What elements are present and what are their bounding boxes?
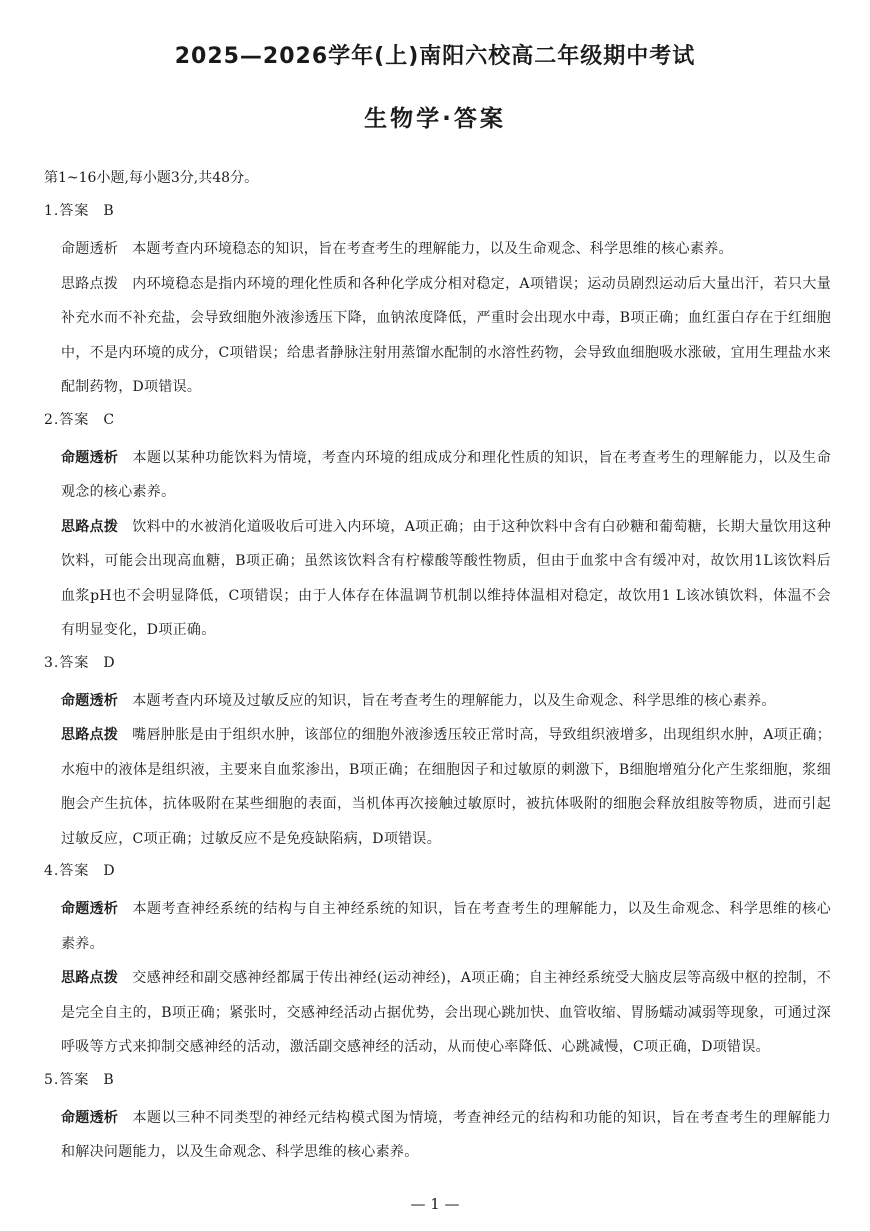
analysis-paragraph	[61, 1101, 831, 1170]
hint-label: 思路点拨	[61, 970, 119, 986]
document-title: 2025—2026学年(上)南阳六校高二年级期中考试	[174, 44, 696, 69]
hint-paragraph	[61, 961, 831, 1065]
answer-list	[44, 200, 836, 1170]
hint-label: 思路点拨	[61, 518, 119, 535]
analysis-text: 本题以三种不同类型的神经元结构模式图为情境，考查神经元的结构和功能的知识，旨在考查考生的理解能力和解决问题能力，以及生命观念、科学思维的核心素养。	[61, 1109, 831, 1160]
answer-heading	[44, 409, 836, 441]
answer-item-1	[44, 200, 836, 405]
hint-paragraph	[61, 510, 831, 648]
analysis-text: 本题考查内环境稳态的知识，旨在考查考生的理解能力，以及生命观念、科学思维的核心素养。	[132, 241, 733, 257]
answer-choice: C	[103, 411, 116, 428]
answer-number: 4.答案	[44, 863, 90, 879]
hint-label: 思路点拨	[61, 275, 119, 292]
hint-text: 嘴唇肿胀是由于组织水肿，该部位的细胞外液渗透压较正常时高，导致组织液增多，出现组织水肿，A项正确；水疱中的液体是组织液，主要来自血浆渗出，B项正确；在细胞因子和过敏原的刺激下，B细胞增殖分化产生浆细胞，浆细胞会产生抗体，抗体吸附在某些细胞的表面，当机体再次接触过敏原时，被抗体吸附的细胞会释放组胺等物质，进而引起过敏反应，C项正确；过敏反应不是免疫缺陷病，D项错误。	[61, 727, 831, 847]
answer-item-2	[44, 409, 836, 648]
answer-item-3	[44, 652, 836, 857]
analysis-text: 本题以某种功能饮料为情境，考查内环境的组成成分和理化性质的知识，旨在考查考生的理解能力，以及生命观念的核心素养。	[61, 449, 831, 500]
answer-number: 3.答案	[44, 654, 90, 671]
document-subtitle: 生物学·答案	[364, 106, 506, 132]
answer-heading	[44, 860, 836, 892]
analysis-label: 命题透析	[61, 692, 119, 709]
answer-choice: D	[103, 863, 116, 879]
hint-paragraph	[61, 718, 831, 856]
analysis-paragraph	[61, 892, 831, 961]
answer-choice: D	[103, 654, 116, 671]
analysis-label: 命题透析	[61, 241, 119, 257]
answer-choice: B	[103, 203, 115, 219]
answer-number: 1.答案	[44, 203, 90, 219]
answer-item-4	[44, 860, 836, 1065]
page-number: — 1 —	[410, 1195, 460, 1213]
answer-heading	[44, 652, 836, 684]
hint-label: 思路点拨	[61, 727, 119, 743]
hint-paragraph	[61, 267, 831, 405]
analysis-text: 本题考查神经系统的结构与自主神经系统的知识，旨在考查考生的理解能力，以及生命观念、科学思维的核心素养。	[61, 901, 831, 952]
answer-choice: B	[103, 1071, 115, 1088]
hint-text: 饮料中的水被消化道吸收后可进入内环境，A项正确；由于这种饮料中含有白砂糖和葡萄糖，长期大量饮用这种饮料，可能会出现高血糖，B项正确；虽然该饮料含有柠檬酸等酸性物质，但由于血浆中含有缓冲对，故饮用1L该饮料后血浆pH也不会明显降低，C项错误；由于人体存在体温调节机制以维持体温相对稳定，故饮用1 L该冰镇饮料，体温不会有明显变化，D项正确。	[61, 518, 831, 638]
answer-heading	[44, 1069, 836, 1101]
analysis-label: 命题透析	[61, 901, 119, 917]
analysis-label: 命题透析	[61, 1109, 119, 1126]
answer-heading	[44, 200, 836, 232]
analysis-paragraph	[61, 441, 831, 510]
analysis-text: 本题考查内环境及过敏反应的知识，旨在考查考生的理解能力，以及生命观念、科学思维的核心素养。	[132, 692, 776, 709]
hint-text: 交感神经和副交感神经都属于传出神经(运动神经)，A项正确；自主神经系统受大脑皮层等高级中枢的控制，不是完全自主的，B项正确；紧张时，交感神经活动占据优势，会出现心跳加快、血管收缩、胃肠蠕动减弱等现象，可通过深呼吸等方式来抑制交感神经的活动，激活副交感神经的活动，从而使心率降低、心跳减慢，C项正确，D项错误。	[61, 970, 831, 1055]
analysis-label: 命题透析	[61, 449, 119, 466]
hint-text: 内环境稳态是指内环境的理化性质和各种化学成分相对稳定，A项错误；运动员剧烈运动后大量出汗，若只大量补充水而不补充盐，会导致细胞外液渗透压下降，血钠浓度降低，严重时会出现水中毒，B项正确；血红蛋白存在于红细胞中，不是内环境的成分，C项错误；给患者静脉注射用蒸馏水配制的水溶性药物，会导致血细胞吸水涨破，宜用生理盐水来配制药物，D项错误。	[61, 275, 831, 395]
analysis-paragraph	[61, 684, 831, 719]
analysis-paragraph	[61, 232, 831, 267]
answer-item-5	[44, 1069, 836, 1170]
answer-number: 5.答案	[44, 1071, 90, 1088]
section-intro: 第1~16小题,每小题3分,共48分。	[44, 170, 259, 186]
answer-number: 2.答案	[44, 411, 90, 428]
